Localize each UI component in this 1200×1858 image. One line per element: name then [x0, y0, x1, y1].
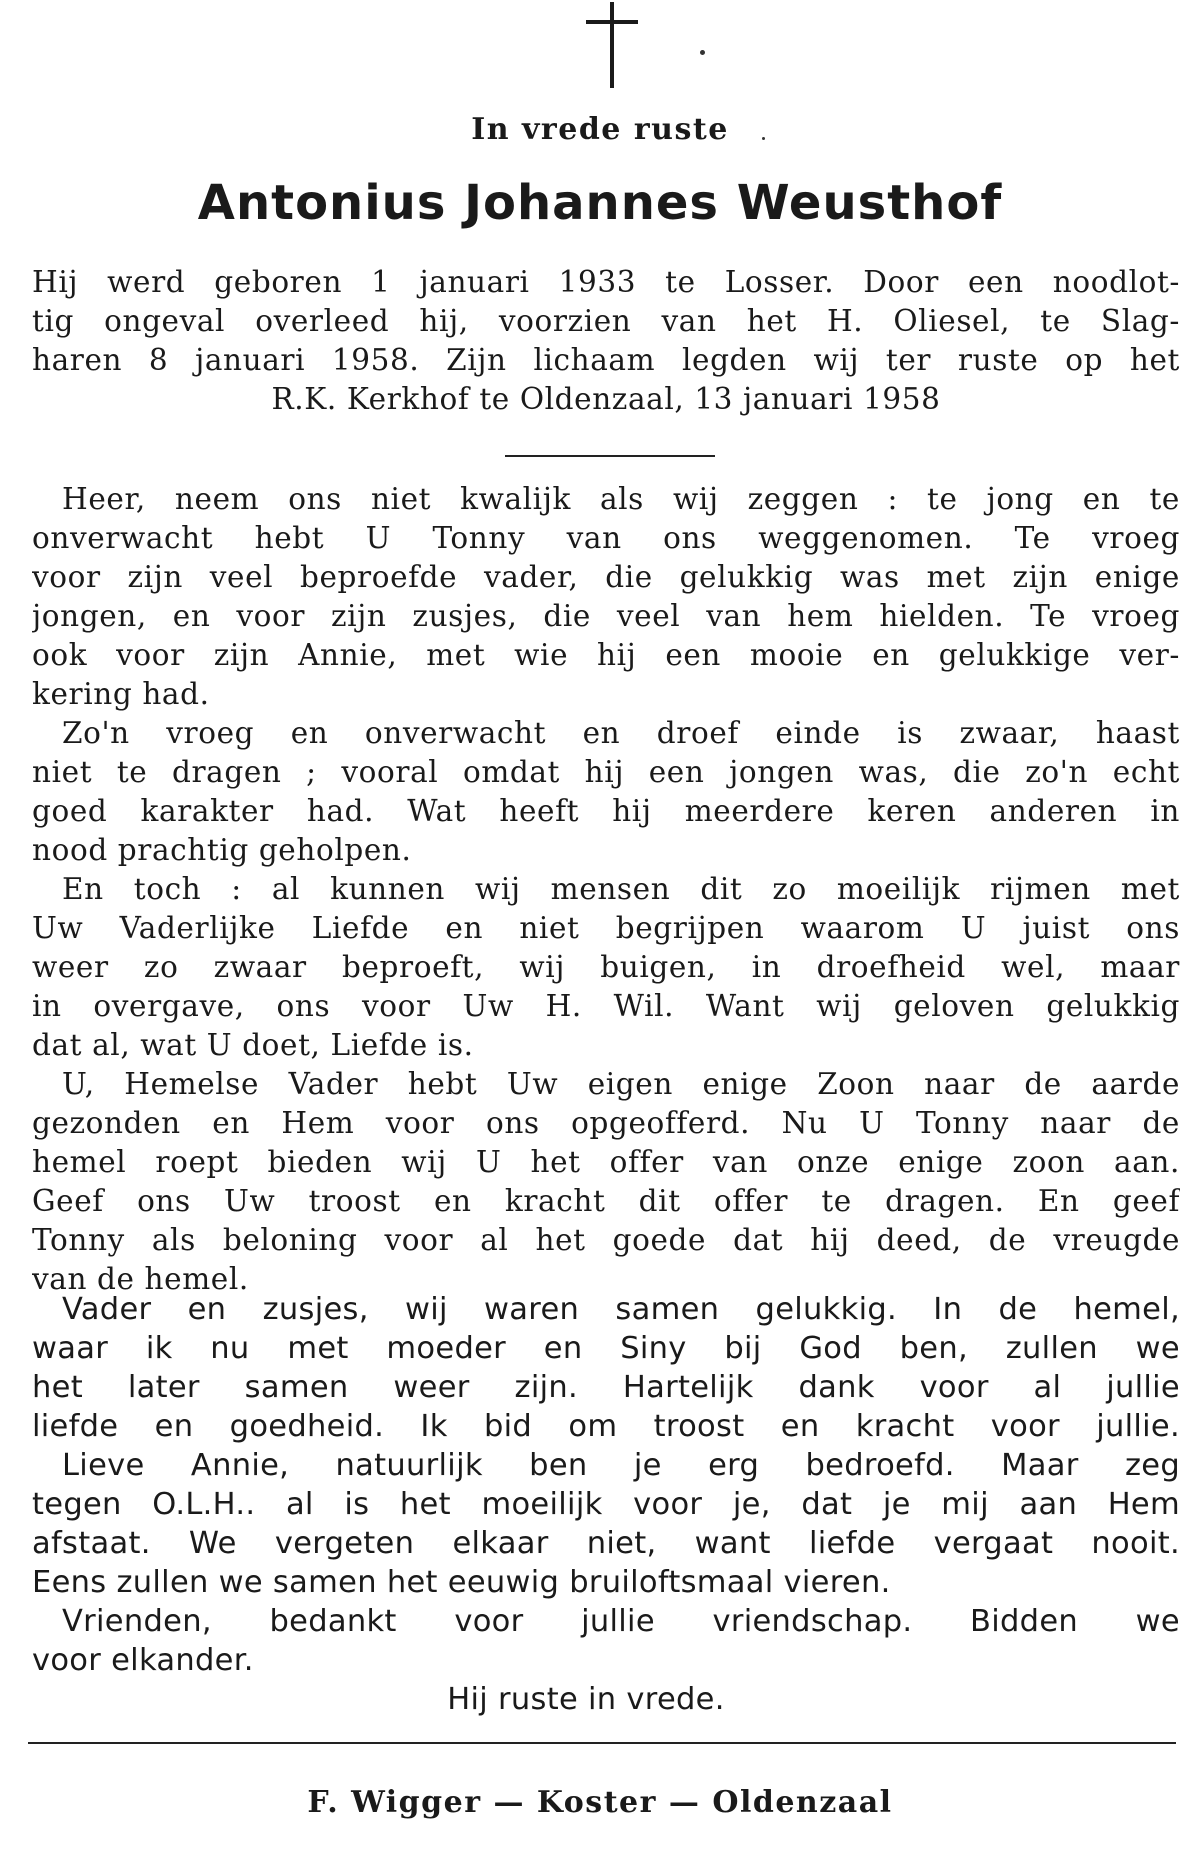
farewell-message	[32, 1290, 1180, 1680]
farewell-line: Lieve Annie, natuurlijk ben je erg bedroefd. Maar zeg	[62, 1448, 1180, 1483]
prayer-line: En toch : al kunnen wij mensen dit zo moeilijk rijmen met	[62, 872, 1180, 906]
printer-credit: F. Wigger — Koster — Oldenzaal	[307, 1785, 893, 1820]
biography-line: R.K. Kerkhof te Oldenzaal, 13 januari 1958	[271, 382, 941, 416]
prayer-line: Geef ons Uw troost en kracht dit offer te dragen. En geef	[32, 1184, 1180, 1218]
farewell-line: Vader en zusjes, wij waren samen gelukkig. In de hemel,	[62, 1292, 1180, 1327]
prayer-line: ook voor zijn Annie, met wie hij een mooie en gelukkige ver-	[32, 638, 1180, 672]
prayer-line: jongen, en voor zijn zusjes, die veel van hem hielden. Te vroeg	[32, 599, 1180, 633]
prayer-line: van de hemel.	[32, 1262, 249, 1296]
farewell-line: voor elkander.	[32, 1643, 254, 1678]
cross-icon	[582, 0, 642, 90]
farewell-line: het later samen weer zijn. Hartelijk dank voor al jullie	[32, 1370, 1180, 1405]
closing-line: Hij ruste in vrede.	[447, 1682, 725, 1717]
farewell-line: waar ik nu met moeder en Siny bij God ben, zullen we	[32, 1331, 1180, 1366]
speck-dot	[700, 50, 705, 55]
biography	[32, 263, 1180, 419]
biography-line: haren 8 januari 1958. Zijn lichaam legden wij ter ruste op het	[32, 343, 1180, 377]
prayer-line: dat al, wat U doet, Liefde is.	[32, 1028, 474, 1062]
prayer-line: kering had.	[32, 677, 210, 711]
biography-line: tig ongeval overleed hij, voorzien van het H. Oliesel, te Slag-	[32, 304, 1180, 338]
prayer-line: onverwacht hebt U Tonny van ons weggenomen. Te vroeg	[32, 521, 1180, 555]
prayer-line: Heer, neem ons niet kwalijk als wij zeggen : te jong en te	[62, 482, 1180, 516]
prayer	[32, 480, 1180, 1299]
prayer-line: gezonden en Hem voor ons opgeofferd. Nu U Tonny naar de	[32, 1106, 1180, 1140]
prayer-line: Tonny als beloning voor al het goede dat hij deed, de vreugde	[32, 1223, 1180, 1257]
intro-title: In vrede ruste	[471, 112, 729, 147]
biography-line: Hij werd geboren 1 januari 1933 te Losser. Door een noodlot-	[32, 265, 1180, 299]
prayer-line: Uw Vaderlijke Liefde en niet begrijpen waarom U juist ons	[32, 911, 1180, 945]
farewell-line: tegen O.L.H.. al is het moeilijk voor je, dat je mij aan Hem	[32, 1487, 1180, 1522]
farewell-line: liefde en goedheid. Ik bid om troost en kracht voor jullie.	[32, 1409, 1180, 1444]
farewell-line: afstaat. We vergeten elkaar niet, want liefde vergaat nooit.	[32, 1526, 1180, 1561]
prayer-line: U, Hemelse Vader hebt Uw eigen enige Zoon naar de aarde	[62, 1067, 1180, 1101]
prayer-line: voor zijn veel beproefde vader, die gelukkig was met zijn enige	[32, 560, 1180, 594]
closing	[32, 1680, 1180, 1719]
farewell-line: Vrienden, bedankt voor jullie vriendschap. Bidden we	[62, 1604, 1180, 1639]
prayer-line: hemel roept bieden wij U het offer van onze enige zoon aan.	[32, 1145, 1180, 1179]
deceased-name: Antonius Johannes Weusthof	[197, 175, 1003, 231]
prayer-line: Zo'n vroeg en onverwacht en droef einde is zwaar, haast	[62, 716, 1180, 750]
prayer-line: niet te dragen ; vooral omdat hij een jongen was, die zo'n echt	[32, 755, 1180, 789]
section-divider	[505, 455, 715, 457]
farewell-line: Eens zullen we samen het eeuwig bruiloftsmaal vieren.	[32, 1565, 891, 1600]
prayer-line: goed karakter had. Wat heeft hij meerdere keren anderen in	[32, 794, 1180, 828]
prayer-line: nood prachtig geholpen.	[32, 833, 412, 867]
footer-divider	[28, 1742, 1176, 1744]
prayer-line: in overgave, ons voor Uw H. Wil. Want wij geloven gelukkig	[32, 989, 1180, 1023]
prayer-line: weer zo zwaar beproeft, wij buigen, in droefheid wel, maar	[32, 950, 1180, 984]
